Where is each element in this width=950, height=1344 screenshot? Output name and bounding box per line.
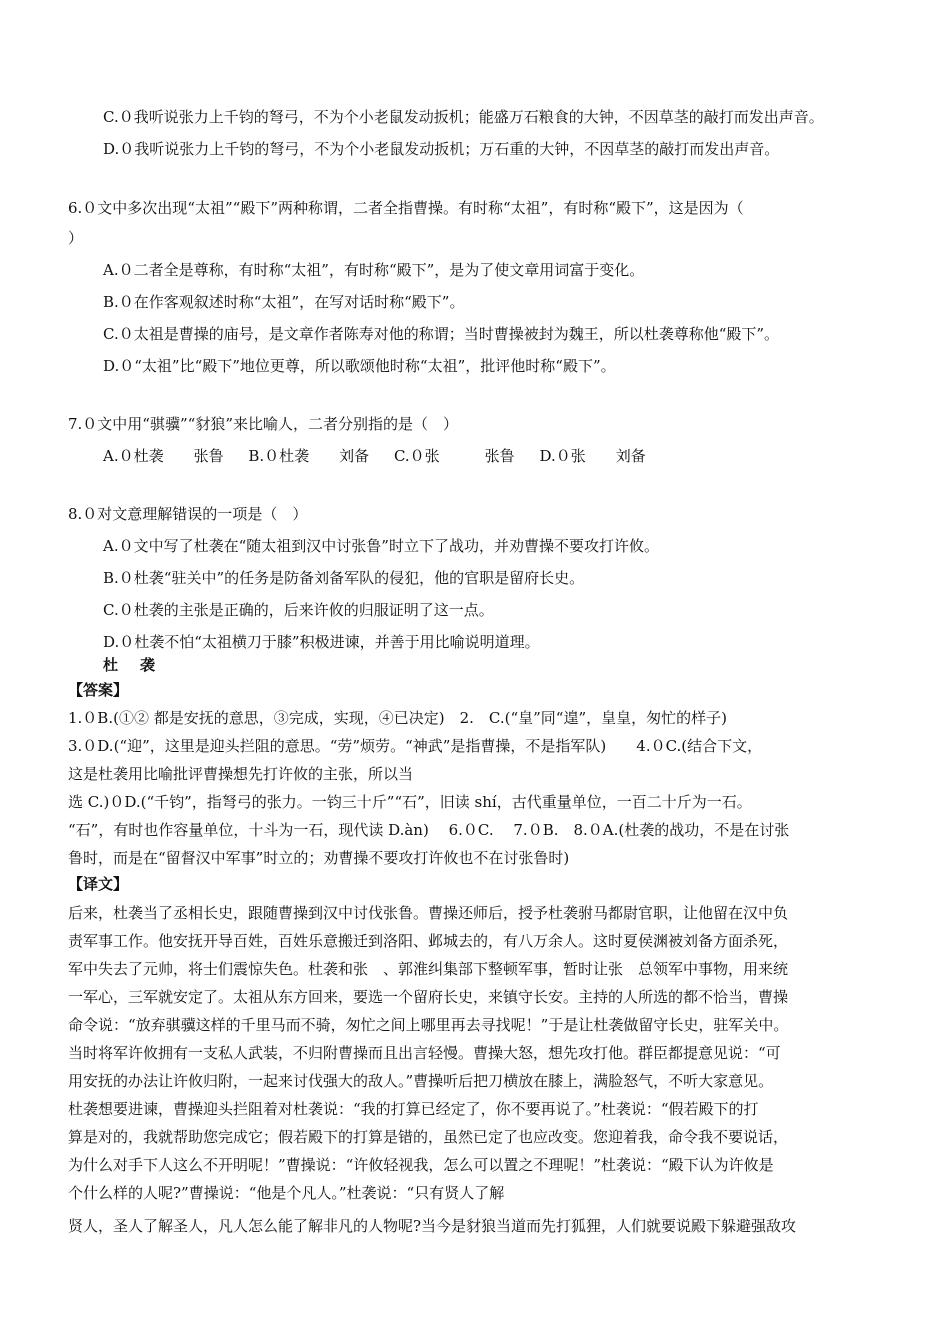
q6-option-c: C.０太祖是曹操的庙号，是文章作者陈寿对他的称谓；当时曹操被封为魏王，所以杜袭尊称他“殿下”。	[103, 325, 780, 343]
q8-option-b: B.０杜袭“驻关中”的任务是防备刘备军队的侵犯，他的官职是留府长史。	[103, 569, 585, 587]
answer-line: 1.０B.(①② 都是安抚的意思，③完成，实现，④已决定) 2. C.(“皇”同“遑”，皇皇，匆忙的样子)	[68, 709, 727, 727]
q8-option-a: A.０文中写了杜袭在“随太祖到汉中讨张鲁”时立下了战功，并劝曹操不要攻打许攸。	[103, 537, 659, 555]
translation-header: 【译文】	[68, 875, 129, 893]
answer-header: 【答案】	[68, 681, 129, 699]
q7-option-b: B.０杜袭 刘备	[248, 447, 370, 465]
answer-line: 选 C.)０D.(“千钧”，指弩弓的张力。一钧三十斤”“石”，旧读 shí，古代重量单位，一百二十斤为一石。	[68, 793, 752, 811]
answer-line: 3.０D.(“迎”，这里是迎头拦阻的意思。“劳”烦劳。“神武”是指曹操，不是指军队) 4.０C.(结合下文，	[68, 737, 763, 755]
translation-line: 用安抚的办法让许攸归附，一起来讨伐强大的敌人。”曹操听后把刀横放在膝上，满脸怒气，不听大家意见。	[68, 1072, 774, 1090]
q6-option-a: A.０二者全是尊称，有时称“太祖”，有时称“殿下”，是为了使文章用词富于变化。	[103, 261, 645, 279]
translation-line: 当时将军许攸拥有一支私人武装，不归附曹操而且出言轻慢。曹操大怒，想先攻打他。群臣都提意见说：“可	[68, 1044, 781, 1062]
translation-line: 贤人，圣人了解圣人，凡人怎么能了解非凡的人物呢?当今是豺狼当道而先打狐狸，人们就要说殿下躲避强敌攻	[68, 1217, 797, 1235]
translation-line: 一军心，三军就安定了。太祖从东方回来，要选一个留府长史，来镇守长安。主持的人所选的都不恰当，曹操	[68, 988, 789, 1006]
answer-line: “石”，有时也作容量单位，十斗为一石，现代读 D.àn) 6.０C. 7.０B. 8.０A.(杜袭的战功，不是在讨张	[68, 821, 790, 839]
q6-stem: 6.０文中多次出现“太祖”“殿下”两种称谓，二者全指曹操。有时称“太祖”，有时称“殿下”，这是因为（	[68, 199, 744, 217]
translation-line: 命令说：“放弃骐骥这样的千里马而不骑，匆忙之间上哪里再去寻找呢！”于是让杜袭做留守长史，驻军关中。	[68, 1016, 789, 1034]
q7-option-a: A.０杜袭 张鲁	[103, 447, 224, 465]
translation-line: 后来，杜袭当了丞相长史，跟随曹操到汉中讨伐张鲁。曹操还师后，授予杜袭驸马都尉官职，让他留在汉中负	[68, 904, 789, 922]
answer-line: 鲁时，而是在“留督汉中军事”时立的；劝曹操不要攻打许攸也不在讨张鲁时)	[68, 849, 570, 867]
q5-option-c: C.０我听说张力上千钧的弩弓，不为个小老鼠发动扳机；能盛万石粮食的大钟，不因草茎的敲打而发出声音。	[103, 108, 824, 126]
q7-option-d: D.０张 刘备	[539, 447, 646, 465]
q6-stem-cont: ）	[68, 229, 84, 247]
answer-line: 这是杜袭用比喻批评曹操想先打许攸的主张，所以当	[68, 765, 414, 783]
q6-option-d: D.０“太祖”比“殿下”地位更尊，所以歌颂他时称“太祖”，批评他时称“殿下”。	[103, 357, 616, 375]
translation-line: 为什么对手下人这么不开明呢！”曹操说：“许攸轻视我，怎么可以置之不理呢！”杜袭说：“殿下认为许攸是	[68, 1156, 774, 1174]
q7-options	[103, 446, 666, 466]
q5-option-d: D.０我听说张力上千钧的弩弓，不为个小老鼠发动扳机；万石重的大钟，不因草茎的敲打而发出声音。	[103, 140, 780, 158]
translation-line: 责军事工作。他安抚开导百姓，百姓乐意搬迁到洛阳、邺城去的，有八万余人。这时夏侯渊被刘备方面杀死，	[68, 932, 789, 950]
q7-stem: 7.０文中用“骐骥”“豺狼”来比喻人，二者分别指的是（ ）	[68, 415, 458, 433]
translation-line: 算是对的，我就帮助您完成它；假若殿下的打算是错的，虽然已定了也应改变。您迎着我，命令我不要说话，	[68, 1128, 789, 1146]
q8-option-d: D.０杜袭不怕“太祖横刀于膝”积极进谏，并善于用比喻说明道理。	[103, 633, 540, 651]
q7-option-c: C.０张 张鲁	[393, 447, 515, 465]
translation-line: 个什么样的人呢?”曹操说：“他是个凡人。”杜袭说：“只有贤人了解	[68, 1184, 505, 1202]
q6-option-b: B.０在作客观叙述时称“太祖”，在写对话时称“殿下”。	[103, 293, 465, 311]
q8-stem: 8.０对文意理解错误的一项是（ ）	[68, 505, 308, 523]
translation-line: 军中失去了元帅，将士们震惊失色。杜袭和张 、郭淮纠集部下整顿军事，暂时让张 总领军中事物，用来统	[68, 960, 789, 978]
q8-option-c: C.０杜袭的主张是正确的，后来许攸的归服证明了这一点。	[103, 601, 494, 619]
section-title: 杜袭	[103, 656, 178, 674]
translation-line: 杜袭想要进谏，曹操迎头拦阻着对杜袭说：“我的打算已经定了，你不要再说了。”杜袭说：“假若殿下的打	[68, 1100, 759, 1118]
